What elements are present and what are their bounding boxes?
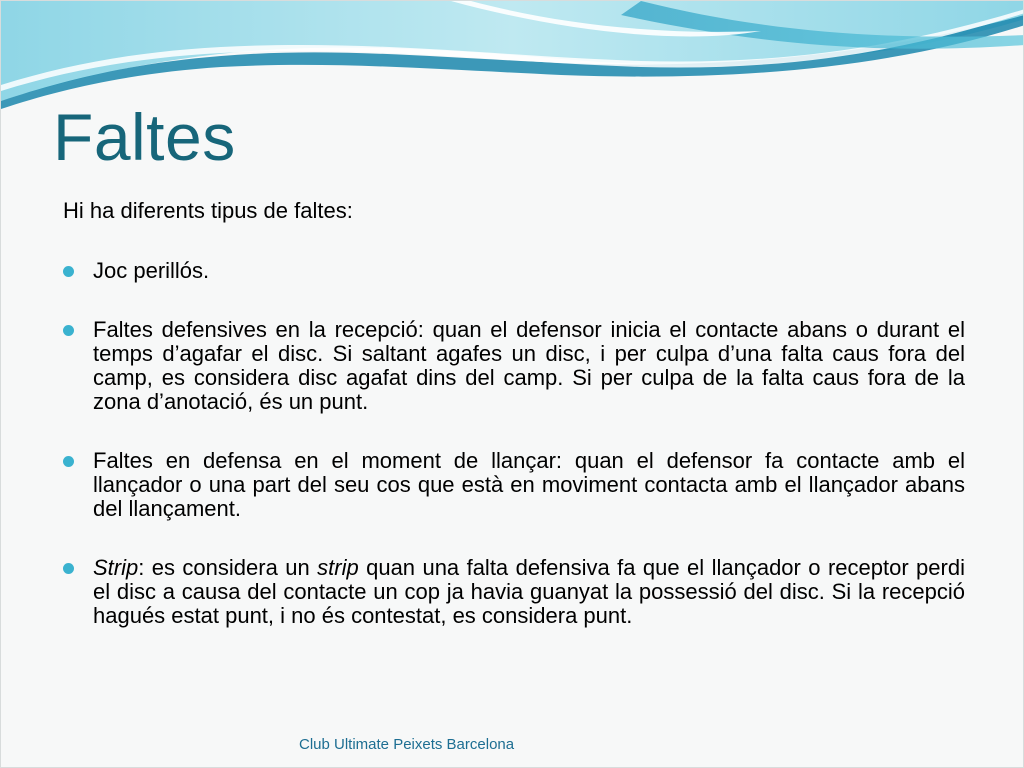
intro-text: Hi ha diferents tipus de faltes: <box>63 198 353 223</box>
bullet-icon <box>63 456 74 467</box>
bullet-icon <box>63 563 74 574</box>
bullet-text-part: : es considera un <box>138 555 318 580</box>
bullet-text: Faltes defensives en la recepció: quan el defensor inicia el contacte abans o durant el temps d’agafar el disc. Si saltant agafes un disc, i per culpa d’una falta caus fora del camp, es considera disc agafat dins del camp. Si per culpa de la falta caus fora de la zona d’anotació, és un punt. <box>93 317 965 414</box>
bullet-text-part: quan una falta defensiva fa que el llançador o receptor perdi el disc a causa del contacte un cop ja havia guanyat la possessió del disc. Si la recepció hagués estat punt, i no és contestat, es considera punt. <box>93 555 965 628</box>
list-item <box>63 259 965 283</box>
list-item <box>63 556 965 628</box>
bullet-icon <box>63 325 74 336</box>
fault-type-list <box>63 259 965 628</box>
bullet-text: Faltes en defensa en el moment de llançar: quan el defensor fa contacte amb el llançador o una part del seu cos que està en moviment contacta amb el llançador abans del llançament. <box>93 448 965 521</box>
bullet-text: Joc perillós. <box>93 258 210 283</box>
strip-term: Strip <box>93 555 139 580</box>
bullet-icon <box>63 266 74 277</box>
footer-text: Club Ultimate Peixets Barcelona <box>299 736 515 753</box>
list-item <box>63 449 965 521</box>
list-item <box>63 318 965 414</box>
slide-body <box>63 199 965 663</box>
strip-term-inline: strip <box>317 555 359 580</box>
slide-title: Faltes <box>53 100 236 174</box>
